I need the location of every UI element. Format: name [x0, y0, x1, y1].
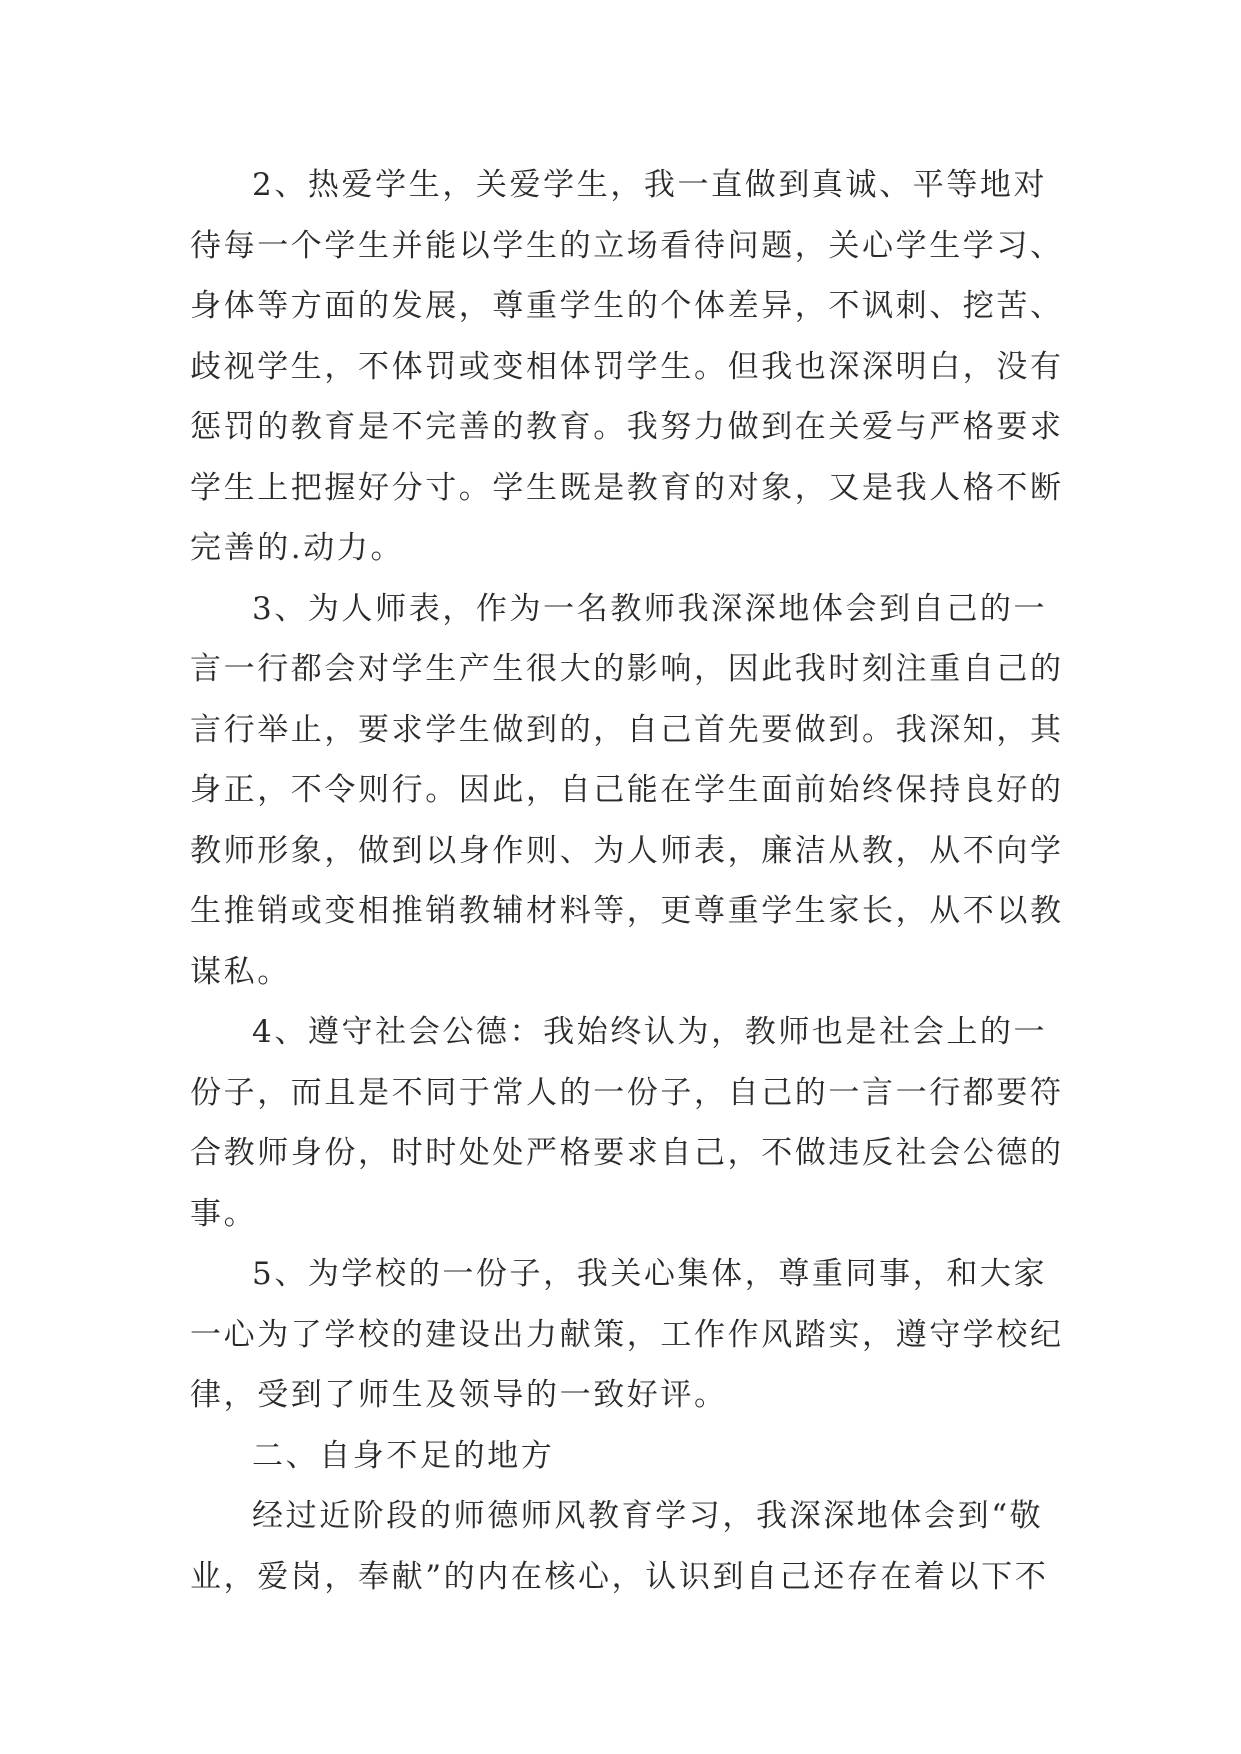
paragraph-2-line: 惩罚的教育是不完善的教育。我努力做到在关爱与严格要求: [190, 409, 1064, 445]
paragraph-3-line: 教师形象，做到以身作则、为人师表，廉洁从教，从不向学: [190, 832, 1064, 869]
paragraph-2-line: 身体等方面的发展，尊重学生的个体差异，不讽刺、挖苦、: [190, 288, 1064, 324]
paragraph-3-line: 生推销或变相推销教辅材料等，更尊重学生家长，从不以教: [190, 893, 1064, 929]
paragraph-6-line: 业，爱岗，奉献”的内在核心，认识到自己还存在着以下不: [190, 1558, 1049, 1595]
paragraph-5-line: 律，受到了师生及领导的一致好评。: [190, 1377, 728, 1413]
paragraph-4-line: 份子，而且是不同于常人的一份子，自己的一言一行都要符: [190, 1074, 1064, 1111]
paragraph-3-line: 言行举止，要求学生做到的，自己首先要做到。我深知，其: [190, 711, 1064, 748]
document-body: [190, 155, 1064, 1607]
paragraph-5-line: 5、为学校的一份子，我关心集体，尊重同事，和大家: [252, 1256, 1048, 1292]
paragraph-2-line: 待每一个学生并能以学生的立场看待问题，关心学生学习、: [190, 227, 1064, 264]
paragraph-4-line: 合教师身份，时时处处严格要求自己，不做违反社会公德的: [190, 1135, 1064, 1171]
paragraph-4-line: 事。: [190, 1195, 258, 1232]
paragraph-3-line: 身正，不令则行。因此，自己能在学生面前始终保持良好的: [190, 772, 1064, 808]
paragraph-5-line: 一心为了学校的建设出力献策，工作作风踏实，遵守学校纪: [190, 1316, 1064, 1353]
paragraph-3-line: 谋私。: [190, 953, 291, 990]
paragraph-2-line: 学生上把握好分寸。学生既是教育的对象，又是我人格不断: [190, 469, 1064, 506]
paragraph-2-line: 歧视学生，不体罚或变相体罚学生。但我也深深明白，没有: [190, 348, 1064, 385]
paragraph-2-line: 完善的.动力。: [190, 530, 405, 566]
paragraph-2-line: 2、热爱学生，关爱学生，我一直做到真诚、平等地对: [252, 167, 1048, 203]
paragraph-6-line: 经过近阶段的师德师风教育学习，我深深地体会到“敬: [252, 1498, 1044, 1534]
paragraph-3-line: 3、为人师表，作为一名教师我深深地体会到自己的一: [252, 590, 1048, 627]
paragraph-3-line: 言一行都会对学生产生很大的影响，因此我时刻注重自己的: [190, 651, 1064, 687]
section-heading: 二、自身不足的地方: [252, 1437, 555, 1474]
paragraph-4-line: 4、遵守社会公德：我始终认为，教师也是社会上的一: [252, 1014, 1048, 1050]
